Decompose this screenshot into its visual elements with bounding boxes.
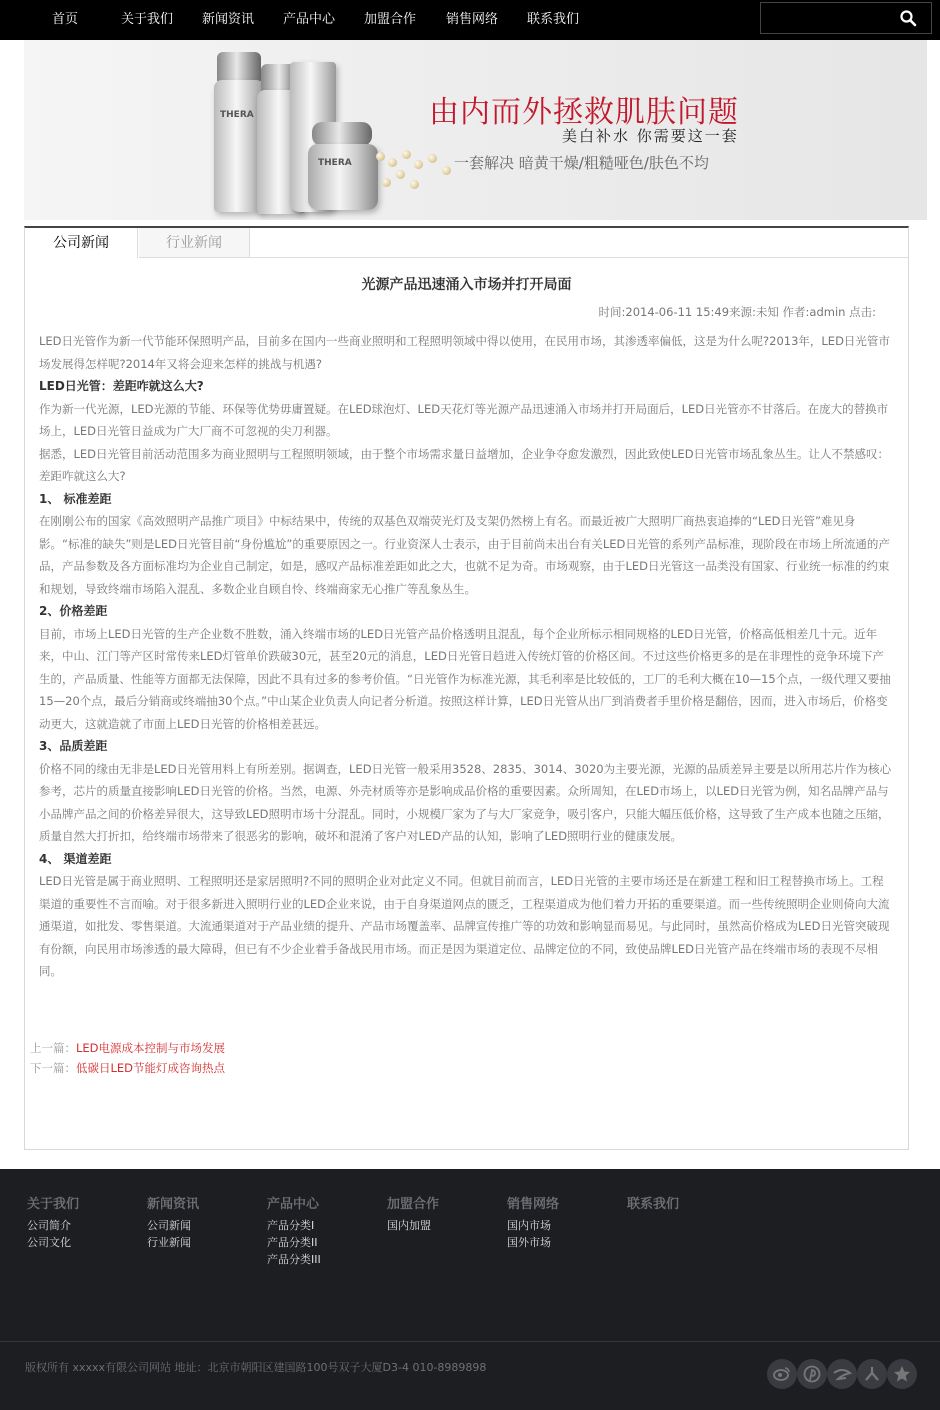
footer-link[interactable]: 公司文化: [27, 1236, 71, 1249]
pearl-decoration: [410, 180, 419, 189]
bottle-cap-image: [217, 52, 261, 82]
footer-column: [27, 1193, 79, 1251]
brand-logo: THERA: [318, 158, 352, 168]
footer-column: [627, 1193, 679, 1217]
nav-about[interactable]: 关于我们: [121, 12, 174, 27]
pearl-decoration: [428, 154, 437, 163]
footer-column: [387, 1193, 439, 1234]
article-paragraph: LED日光管是属于商业照明、工程照明还是家居照明?不同的照明企业对此定义不同。但就目前而言，LED日光管的主要市场还是在新建工程和旧工程替换市场上。工程渠道的重要性不言而喻。对于很多新进入照明行业的LED企业来说，由于自身渠道网点的匮乏，工程渠道成为他们着力开拓的重要渠道。而一些传统照明企业则倚向大流通渠道，如批发、零售渠道。大流通渠道对于产品业绩的提升、产品市场覆盖率、品牌宣传推广等的功效和影响显而易见。与此同时，虽然高价格成为LED日光管突破现有份额，向民用市场渗透的最大障碍，但已有不少企业着手备战民用市场。而正是因为渠道定位、品牌定位的不同，致使品牌LED日光管产品在终端市场的表现不尽相同。: [39, 874, 890, 978]
copyright-text: 版权所有 xxxxx有限公司网站 地址：北京市朝阳区建国路100号双子大厦D3-4 010-8989898: [25, 1361, 487, 1374]
footer-link[interactable]: 公司简介: [27, 1219, 71, 1232]
search-input[interactable]: [767, 7, 887, 29]
news-tabs: [25, 228, 908, 258]
nav-home[interactable]: 首页: [52, 12, 79, 27]
pearl-decoration: [376, 152, 385, 161]
prev-label: 上一篇：: [30, 1041, 76, 1055]
next-article: [30, 1058, 225, 1078]
nav-sales-network[interactable]: 销售网络: [446, 12, 499, 27]
article-subheading: 1、 标准差距: [39, 491, 112, 506]
search-box: [760, 2, 932, 34]
article-paragraph: 目前，市场上LED日光管的生产企业数不胜数，涌入终端市场的LED日光管产品价格透明且混乱，每个企业所标示相同规格的LED日光管，价格高低相差几十元。近年来，中山、江门等产区时常传来LED灯管单价跌破30元，甚至20元的消息，LED日光管日趋进入传统灯管的价格区间。不过这些价格更多的是在非理性的竞争环境下产生的，产品质量、性能等方面都无法保障，因此不具有过多的参考价值。“日光管作为标准光源，其毛利率是比较低的，工厂的毛利大概在10—15个点，一级代理又要抽15—20个点，最后分销商或终端抽30个点。”中山某企业负责人向记者分析道。按照这样计算，LED日光管从出厂到消费者手里价格是翻倍，因而，进入市场后，价格变动更大，这就造就了市面上LED日光管的价格相差甚远。: [39, 626, 891, 731]
banner-subtitle: 美白补水 你需要这一套: [562, 127, 739, 145]
nav-franchise[interactable]: 加盟合作: [364, 12, 417, 27]
footer-link[interactable]: 公司新闻: [147, 1219, 191, 1232]
pearl-decoration: [388, 158, 397, 167]
article-body: [39, 330, 895, 983]
footer-column: [147, 1193, 199, 1251]
article-paragraph: 作为新一代光源，LED光源的节能、环保等优势毋庸置疑。在LED球泡灯、LED天花灯等光源产品迅速涌入市场并打开局面后，LED日光管亦不甘落后。在庞大的替换市场上，LED日光管日益成为广大厂商不可忽视的尖刀利器。: [39, 401, 889, 438]
promo-banner[interactable]: [24, 40, 927, 220]
next-article-link[interactable]: 低碳日LED节能灯成咨询热点: [76, 1061, 226, 1075]
footer-link[interactable]: 产品分类I: [267, 1219, 315, 1232]
footer-column-title[interactable]: 销售网络: [507, 1197, 560, 1212]
nav-products[interactable]: 产品中心: [283, 12, 336, 27]
footer-link[interactable]: 行业新闻: [147, 1236, 191, 1249]
article-paragraph: 据悉，LED日光管目前活动范围多为商业照明与工程照明领域，由于整个市场需求量日益增加，企业争夺愈发激烈，因此致使LED日光管市场乱象丛生。让人不禁感叹：差距咋就这么大?: [39, 446, 890, 483]
article-subheading: 4、 渠道差距: [39, 851, 112, 866]
nav-contact[interactable]: 联系我们: [527, 12, 580, 27]
pearl-decoration: [402, 150, 411, 159]
footer-divider: [0, 1341, 940, 1342]
tab-industry-news[interactable]: 行业新闻: [139, 228, 250, 258]
footer-column: [507, 1193, 559, 1251]
pearl-decoration: [442, 166, 451, 175]
footer-column: [267, 1193, 321, 1268]
banner-headline: 由内而外拯救肌肤问题: [429, 95, 739, 130]
nav-news[interactable]: 新闻资讯: [202, 12, 255, 27]
article-paragraph: LED日光管作为新一代节能环保照明产品，目前多在国内一些商业照明和工程照明领域中得以使用，在民用市场，其渗透率偏低，这是为什么呢?2013年，LED日光管市场发展得怎样呢?2014年又将会迎来怎样的挑战与机遇?: [39, 334, 890, 371]
pearl-decoration: [396, 170, 405, 179]
article-subheading: LED日光管：差距咋就这么大?: [39, 379, 204, 393]
weibo-icon[interactable]: [767, 1359, 797, 1389]
footer-column-title[interactable]: 新闻资讯: [147, 1197, 200, 1212]
search-icon[interactable]: [899, 9, 917, 27]
brand-logo: THERA: [220, 110, 254, 120]
article-title: 光源产品迅速涌入市场并打开局面: [361, 277, 572, 293]
article-paragraph: 价格不同的缘由无非是LED日光管用料上有所差别。据调查，LED日光管一般采用3528、2835、3014、3020为主要光源，光源的品质差异主要是以所用芯片作为核心参考，芯片的质量直接影响LED日光管的价格。当然，电源、外壳材质等亦是影响成品价格的重要因素。众所周知，在LED市场上，以LED日光管为例，知名品牌产品与小品牌产品之间的价格差异很大，这导致LED照明市场十分混乱。同时，小规模厂家为了与大厂家竞争，吸引客户，只能大幅压低价格，这导致了生产成本也随之压缩，质量自然大打折扣，给终端市场带来了很恶劣的影响，破坏和混淆了客户对LED产品的认知，影响了LED照明行业的健康发展。: [39, 761, 892, 843]
jar-lid-image: [312, 122, 372, 146]
footer-column-title[interactable]: 关于我们: [27, 1197, 80, 1212]
renren-icon[interactable]: [857, 1359, 887, 1389]
footer-link[interactable]: 国内加盟: [387, 1219, 431, 1232]
pearl-decoration: [382, 178, 391, 187]
footer-column-title[interactable]: 产品中心: [267, 1197, 320, 1212]
footer-link[interactable]: 产品分类III: [267, 1253, 321, 1266]
qzone-icon[interactable]: [827, 1359, 857, 1389]
next-label: 下一篇：: [30, 1061, 76, 1075]
article-subheading: 3、品质差距: [39, 739, 108, 753]
prev-article-link[interactable]: LED电源成本控制与市场发展: [76, 1041, 226, 1055]
jar-image: [308, 144, 378, 210]
tab-divider: [250, 257, 908, 258]
prev-article: [30, 1038, 225, 1058]
footer-column-title[interactable]: 加盟合作: [387, 1197, 440, 1212]
footer-link[interactable]: 产品分类II: [267, 1236, 318, 1249]
pinterest-icon[interactable]: [797, 1359, 827, 1389]
article-container: [24, 226, 909, 1150]
article-meta: 时间:2014-06-11 15:49来源:未知 作者:admin 点击:: [598, 305, 876, 319]
article-paragraph: 在刚刚公布的国家《高效照明产品推广项目》中标结果中，传统的双基色双端荧光灯及支架仍然榜上有名。而最近被广大照明厂商热衷追捧的“LED日光管”难见身影。“标准的缺失”则是LED日光管目前“身份尴尬”的重要原因之一。行业资深人士表示，由于目前尚未出台有关LED日光管的系列产品标准，现阶段在市场上所流通的产品，产品参数及各方面标准均为企业自己制定，如是，感叹产品标准差距如此之大，也就不足为奇。市场观察，由于LED日光管这一品类没有国家、行业统一标准的约束和规划，导致终端市场陷入混乱、多数企业自顾自怜、终端商家无心推广等乱象丛生。: [39, 514, 890, 596]
pearl-decoration: [414, 160, 423, 169]
top-navigation: [0, 0, 940, 40]
footer-link[interactable]: 国外市场: [507, 1236, 551, 1249]
article-subheading: 2、价格差距: [39, 604, 108, 618]
footer-link[interactable]: 国内市场: [507, 1219, 551, 1232]
star-icon[interactable]: [887, 1359, 917, 1389]
banner-tagline: 一套解决 暗黄干燥/粗糙哑色/肤色不均: [454, 154, 709, 172]
tab-company-news[interactable]: 公司新闻: [25, 228, 138, 258]
footer-column-title[interactable]: 联系我们: [627, 1197, 680, 1212]
site-footer: [0, 1169, 940, 1410]
